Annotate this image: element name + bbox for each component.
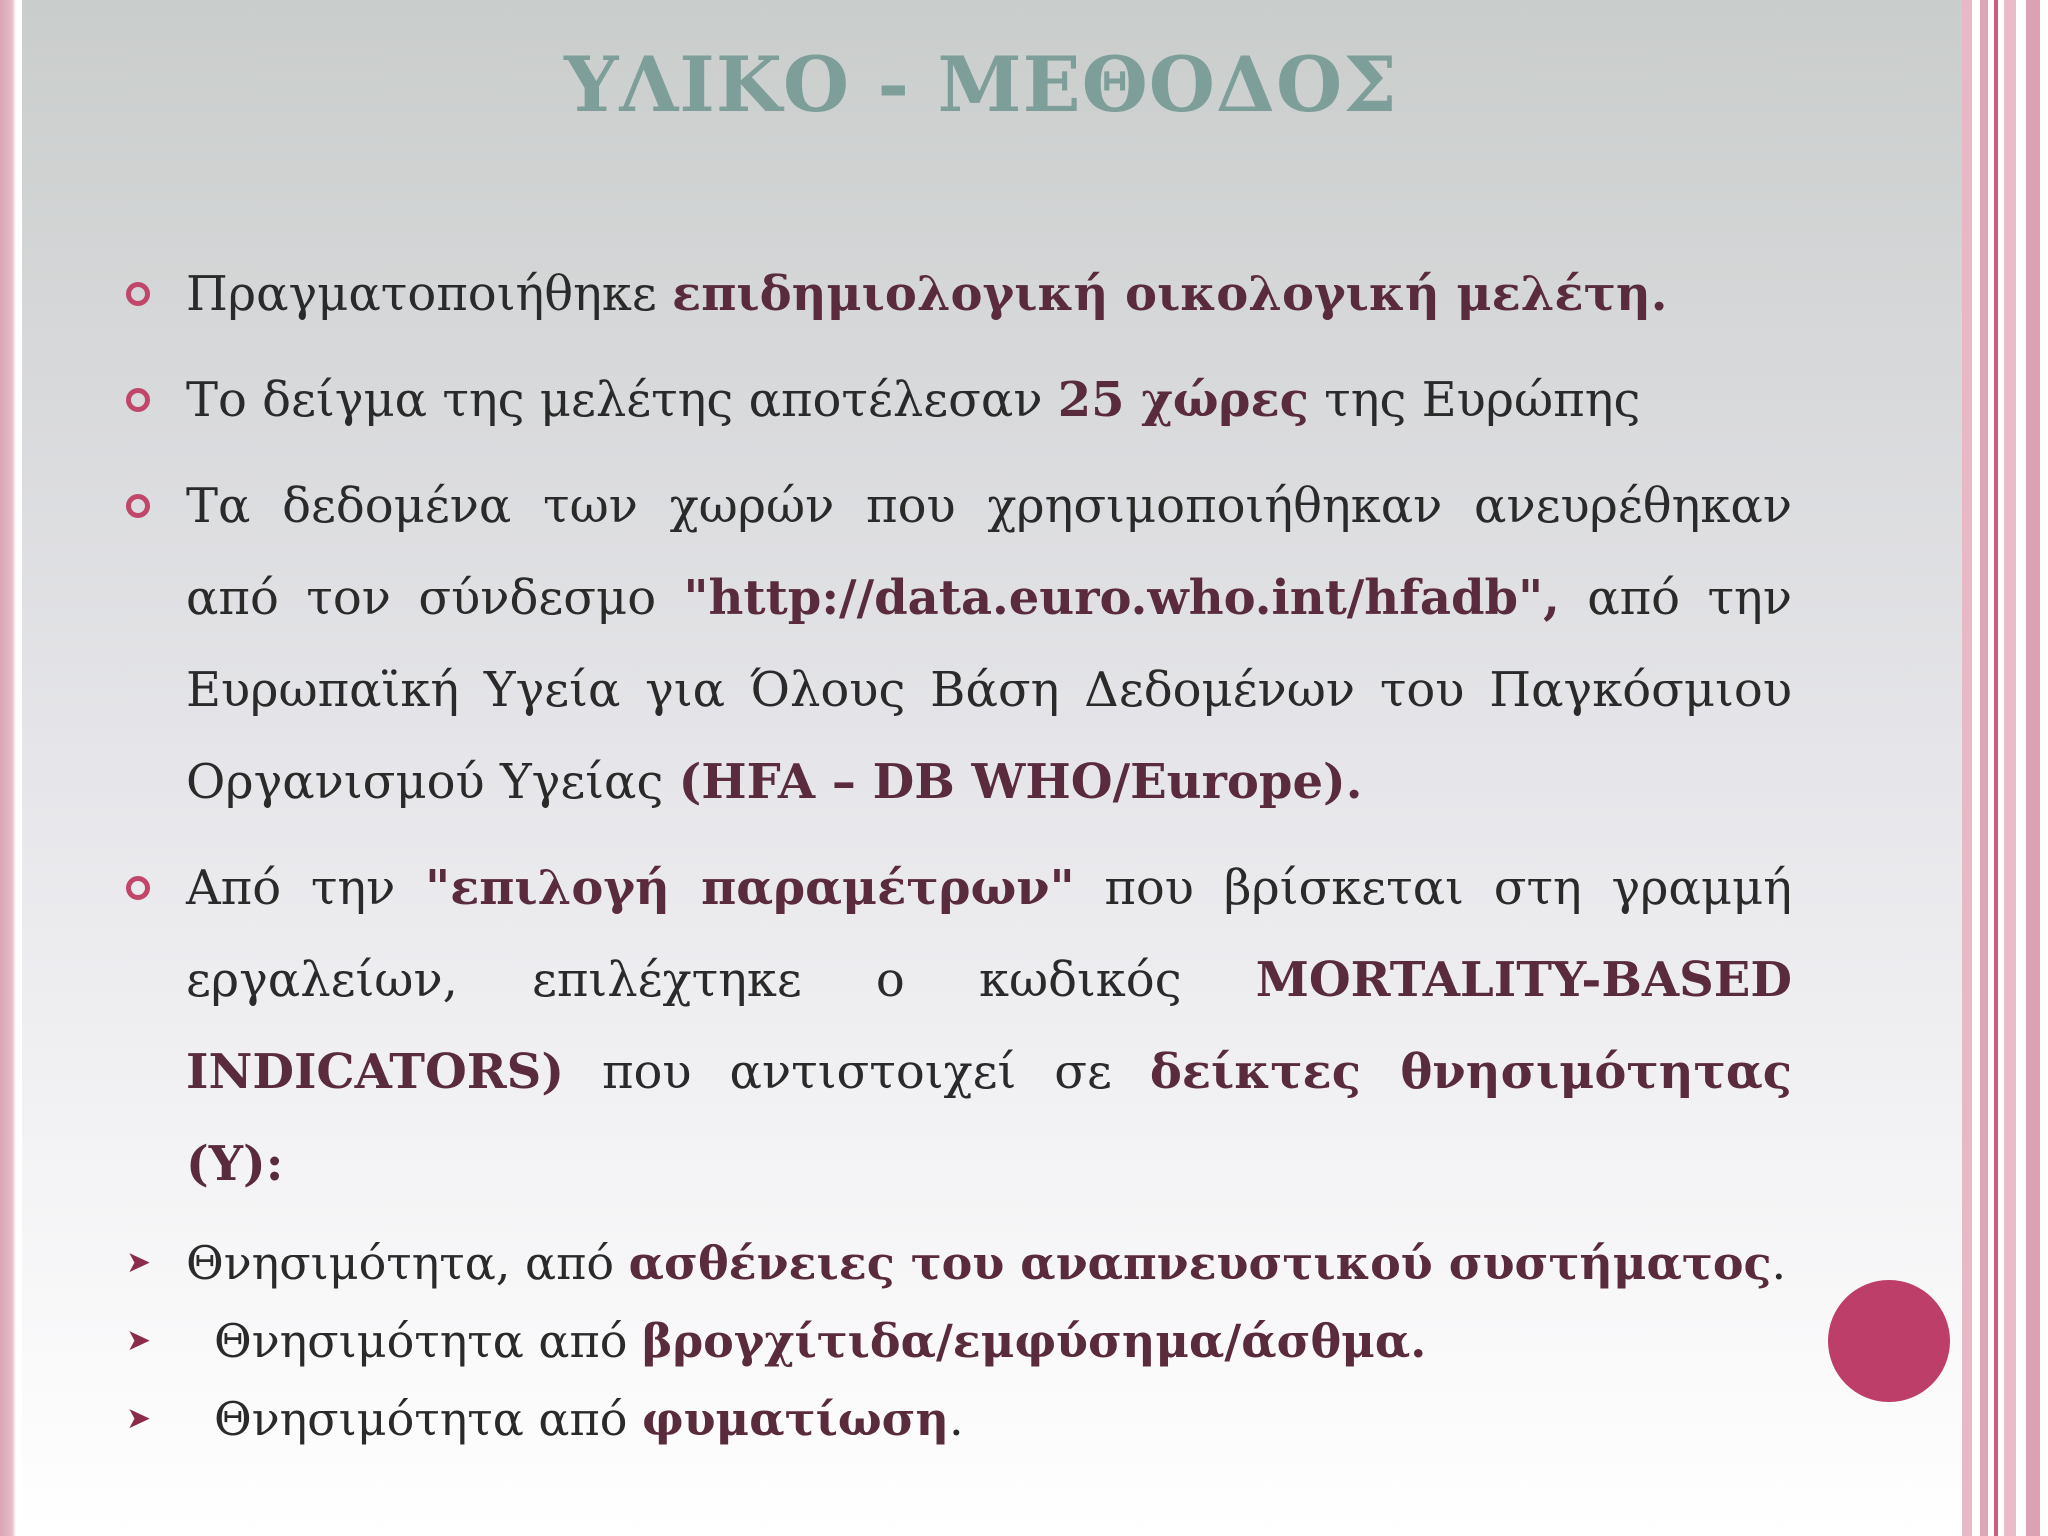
bullet-bold-text: (HFA – DB WHO/Europe). xyxy=(678,754,1363,810)
sub-item-text: Θνησιμότητα από xyxy=(214,1392,643,1446)
sub-item xyxy=(126,1224,1792,1302)
sub-item xyxy=(126,1302,1792,1380)
bullet-bold-text: MORTALITY-BASED INDICATORS) xyxy=(186,952,1792,1100)
bullet-text: από την Ευρωπαϊκή Υγεία για Όλους Βάση Δεδομένων του Παγκόσμιου Οργανισμού Υγείας xyxy=(186,570,1792,810)
bullet-bold-text: "επιλογή παραμέτρων" xyxy=(425,860,1075,916)
sub-item-text: Θνησιμότητα, από xyxy=(186,1236,629,1290)
right-stripe xyxy=(2004,0,2016,1536)
bullet-text: Τα δεδομένα των χωρών που χρησιμοποιήθηκαν ανευρέθηκαν από τον σύνδεσμο xyxy=(186,478,1792,626)
ring-bullet-icon xyxy=(126,282,150,306)
sub-item-bold-text: φυματίωση xyxy=(642,1392,949,1446)
decorative-circle xyxy=(1828,1280,1950,1402)
right-stripe xyxy=(1980,0,1988,1536)
bullet-item xyxy=(186,842,1792,1210)
ring-bullet-icon xyxy=(126,388,150,412)
slide-title: ΥΛΙΚΟ - ΜΕΘΟΔΟΣ xyxy=(564,40,1398,129)
bullet-text: Από την xyxy=(186,860,426,916)
ring-bullet-icon xyxy=(126,494,150,518)
bullet-item xyxy=(186,354,1792,446)
bullet-text: Πραγματοποιήθηκε xyxy=(186,266,673,322)
sub-item-bold-text: βρογχίτιδα/εμφύσημα/άσθμα. xyxy=(642,1314,1427,1368)
right-stripe xyxy=(1962,0,1972,1536)
sub-item xyxy=(126,1380,1792,1458)
sub-item-text: . xyxy=(949,1392,964,1446)
sub-item-bold-text: ασθένειες του αναπνευστικού συστήματος xyxy=(628,1236,1772,1290)
sub-item-text: . xyxy=(1771,1236,1787,1290)
bullet-bold-text: επιδημιολογική οικολογική μελέτη. xyxy=(672,266,1668,322)
bullet-item xyxy=(186,460,1792,828)
arrow-bullet-icon: ➤ xyxy=(126,1323,152,1358)
bullet-bold-text: 25 χώρες xyxy=(1057,372,1309,428)
ring-bullet-icon xyxy=(126,876,150,900)
bullet-text: Το δείγμα της μελέτης αποτέλεσαν xyxy=(186,372,1058,428)
arrow-bullet-icon: ➤ xyxy=(126,1401,152,1436)
sub-item-text: Θνησιμότητα από xyxy=(214,1314,643,1368)
arrow-bullet-icon: ➤ xyxy=(126,1245,152,1280)
bullet-text: που βρίσκεται στη γραμμή εργαλείων, επιλέχτηκε ο κωδικός xyxy=(186,860,1792,1008)
slide-content xyxy=(126,248,1792,1458)
bullet-item xyxy=(186,248,1792,340)
data-source-link: "http://data.euro.who.int/hfadb", xyxy=(683,570,1560,626)
left-border-decoration xyxy=(0,0,22,1536)
bullet-bold-text: δείκτες θνησιμότητας (Υ): xyxy=(186,1044,1792,1192)
bullet-text: της Ευρώπης xyxy=(1308,372,1641,428)
right-stripe xyxy=(1994,0,1998,1536)
right-stripe xyxy=(2026,0,2040,1536)
bullet-text: που αντιστοιχεί σε xyxy=(564,1044,1150,1100)
